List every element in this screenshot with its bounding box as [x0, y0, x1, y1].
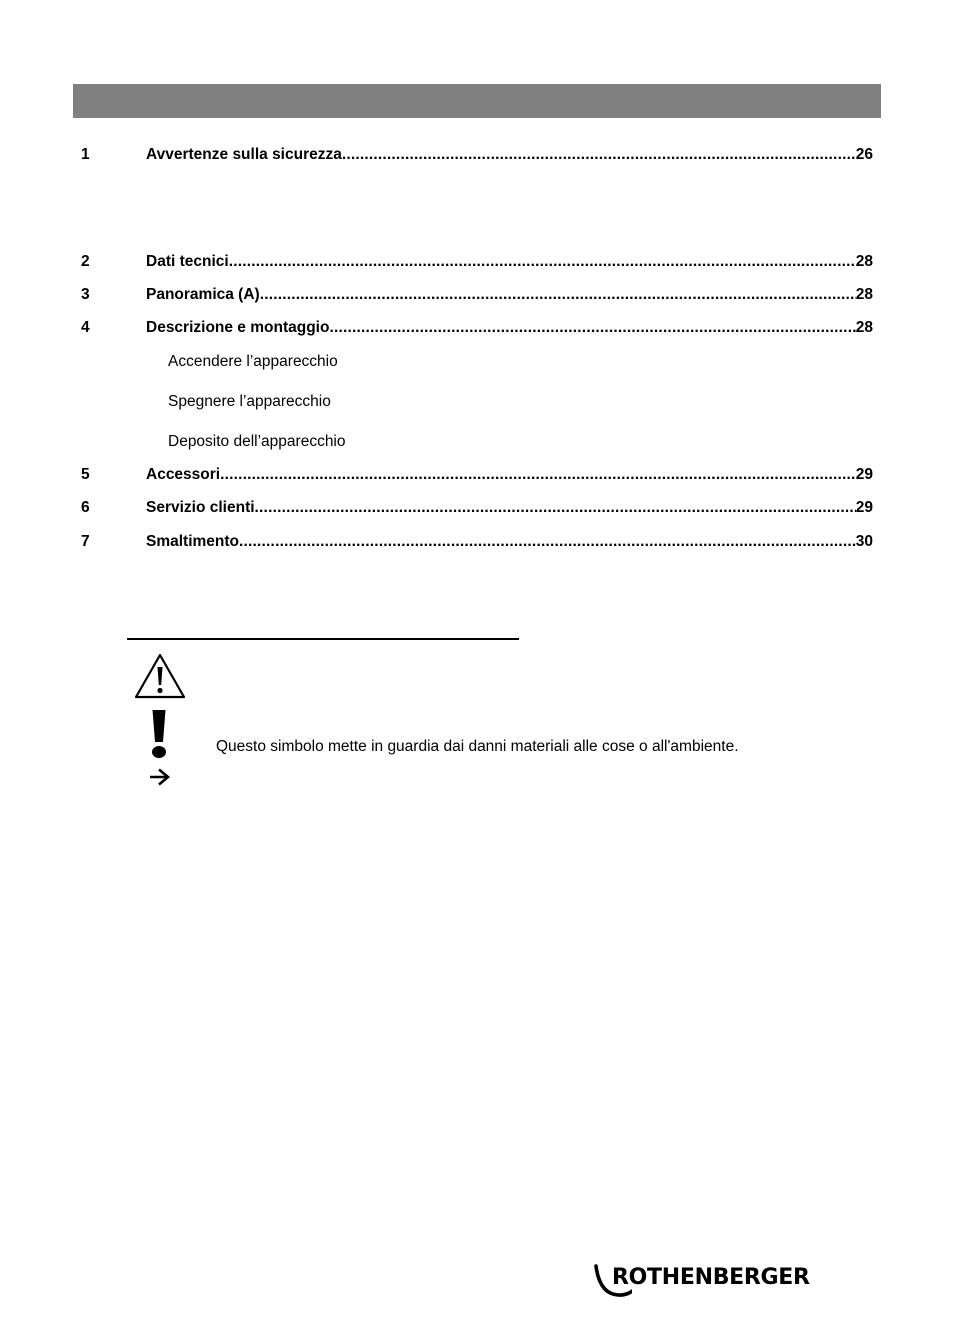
toc-title: Smaltimento — [146, 533, 240, 550]
toc-leader-dots — [260, 285, 856, 305]
toc-title: Panoramica (A) — [146, 286, 260, 303]
toc-title: Accessori — [146, 466, 221, 483]
toc-leader-dots — [239, 532, 856, 552]
toc-page-number: 26 — [855, 146, 873, 163]
toc-title: Descrizione e montaggio — [146, 319, 330, 336]
toc-leader-dots — [342, 145, 856, 165]
toc-leader-dots — [220, 465, 856, 485]
toc-number: 6 — [81, 499, 90, 516]
toc-row-7[interactable] — [81, 532, 873, 552]
toc-leader-dots — [229, 252, 856, 272]
toc-page-number: 28 — [855, 253, 873, 270]
warning-triangle-icon — [133, 652, 187, 700]
toc-subitem-spegnere[interactable]: Spegnere l’apparecchio — [168, 393, 331, 410]
exclamation-icon — [149, 708, 169, 760]
toc-row-4[interactable] — [81, 318, 873, 338]
logo-text: ROTHENBERGER — [612, 1265, 810, 1290]
toc-number: 3 — [81, 286, 90, 303]
toc-subitem-accendere[interactable]: Accendere l’apparecchio — [168, 353, 338, 370]
toc-number: 2 — [81, 253, 90, 270]
rothenberger-logo — [592, 1262, 832, 1300]
attention-symbol-description: Questo simbolo mette in guardia dai danni materiali alle cose o all'ambiente. — [216, 738, 739, 755]
toc-row-6[interactable] — [81, 498, 873, 518]
toc-page-number: 29 — [855, 499, 873, 516]
toc-number: 4 — [81, 319, 90, 336]
section-divider — [127, 638, 519, 640]
toc-row-2[interactable] — [81, 252, 873, 272]
toc-page-number: 28 — [855, 319, 873, 336]
toc-number: 7 — [81, 533, 90, 550]
toc-number: 5 — [81, 466, 90, 483]
toc-number: 1 — [81, 146, 90, 163]
toc-title: Avvertenze sulla sicurezza — [146, 146, 342, 163]
header-bar — [73, 84, 881, 118]
toc-row-3[interactable] — [81, 285, 873, 305]
toc-page-number: 30 — [855, 533, 873, 550]
arrow-right-icon — [148, 767, 172, 787]
toc-leader-dots — [255, 498, 856, 518]
toc-title: Servizio clienti — [146, 499, 255, 516]
toc-row-1[interactable] — [81, 145, 873, 165]
toc-page-number: 28 — [855, 286, 873, 303]
toc-row-5[interactable] — [81, 465, 873, 485]
toc-page-number: 29 — [855, 466, 873, 483]
toc-leader-dots — [329, 318, 855, 338]
toc-title: Dati tecnici — [146, 253, 229, 270]
toc-subitem-deposito[interactable]: Deposito dell’apparecchio — [168, 433, 346, 450]
